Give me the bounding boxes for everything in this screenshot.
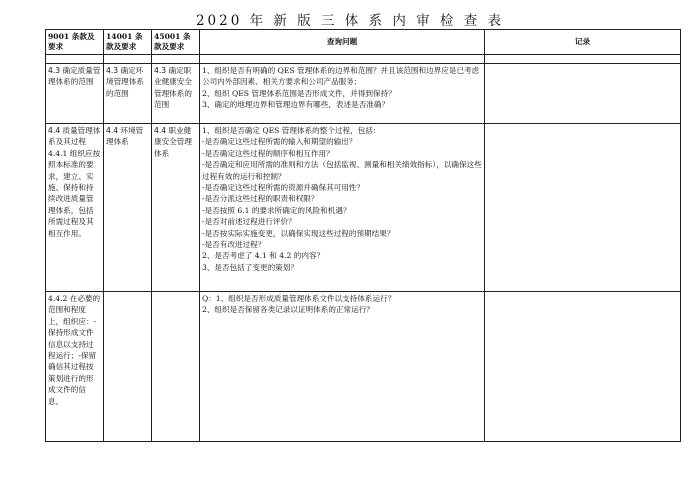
question-line: -是否有改进过程？ [202, 240, 266, 250]
question-line: Q：1、组织是否形成质量管理体系文件以支持体系运行？ [202, 294, 396, 303]
question-line: -是否确定这些过程所需的资源并确保其可用性？ [202, 183, 365, 193]
clause-14001: 4.4 环境管理体系 [104, 124, 152, 292]
question-line: -是否确定这些过程的顺序和相互作用？ [202, 148, 334, 158]
clause-45001 [152, 292, 200, 442]
table-row [46, 292, 681, 442]
question-cell [200, 124, 485, 292]
clause-9001: 4.4.2 在必要的范围和程度上，组织应：-保持形成文件信息以支持过程运行；-保留确信其过程按策划进行的形成文件的信息。 [46, 292, 104, 442]
checklist-table [45, 29, 681, 442]
record-cell[interactable] [485, 292, 681, 442]
clause-45001: 4.4 职业健康安全管理体系 [152, 124, 200, 292]
question-line: -是否对前述过程进行评价？ [202, 217, 296, 227]
clause-9001-sub: 4.4.1 组织应按照本标准的要求，建立、实施、保持和持续改进质量管理体系，包括所需过程及其相互作用。 [48, 148, 101, 238]
table-header-row [46, 30, 681, 55]
question-line: -是否按照 6.1 的要求所确定的风险和机遇？ [202, 205, 351, 215]
question-line: -是否按实际实施变更，以确保实现这些过程的预期结果？ [202, 228, 395, 238]
question-line: -是否确定这些过程所需的输入和期望的输出？ [202, 137, 357, 147]
question-line: 3、是否包括了变更的策划？ [202, 262, 298, 272]
header-question: 查询问题 [200, 30, 485, 55]
question-line: 2、是否考虑了 4.1 和 4.2 的内容？ [202, 251, 325, 261]
spacer-row [46, 55, 681, 64]
header-9001: 9001 条款及要求 [46, 30, 104, 55]
clause-9001-title: 4.4 质量管理体系及其过程 [48, 126, 101, 147]
question-line: 1、组织是否有明确的 QES 管理体系的边界和范围？并且该范围和边界应是已考虑公司内外部因素、相关方要求和公司产品服务； [202, 66, 480, 87]
table-row [46, 64, 681, 124]
record-cell[interactable] [485, 124, 681, 292]
clause-14001 [104, 292, 152, 442]
question-cell [200, 292, 485, 442]
question-line: -是否确定和应用所需的准则和方法（包括监视、测量和相关绩效指标），以确保这些过程有效的运行和控制？ [202, 160, 482, 181]
question-line: 3、确定的地理边界和管理边界有哪些，表述是否准确？ [202, 100, 390, 110]
page-title: 2020 年 新 版 三 体 系 内 审 检 查 表 [195, 13, 505, 29]
question-cell [200, 64, 485, 124]
clause-45001: 4.3 确定职业健康安全管理体系的范围 [152, 64, 200, 124]
question-line: 1、组织是否确定 QES 管理体系的整个过程，包括： [202, 126, 381, 135]
question-line: 2、组织是否保留各类记录以证明体系的正常运行？ [202, 305, 374, 315]
header-record: 记录 [485, 30, 681, 55]
header-14001: 14001 条款及要求 [104, 30, 152, 55]
clause-9001: 4.3 确定质量管理体系的范围 [46, 64, 104, 124]
record-cell[interactable] [485, 64, 681, 124]
question-line: 2、组织 QES 管理体系范围是否形成文件，并得到保持？ [202, 88, 396, 98]
question-line: -是否分派这些过程的职责和权限？ [202, 194, 319, 204]
table-row [46, 124, 681, 292]
clause-14001: 4.3 确定环境管理体系的范围 [104, 64, 152, 124]
header-45001: 45001 条款及要求 [152, 30, 200, 55]
clause-9001 [46, 124, 104, 292]
